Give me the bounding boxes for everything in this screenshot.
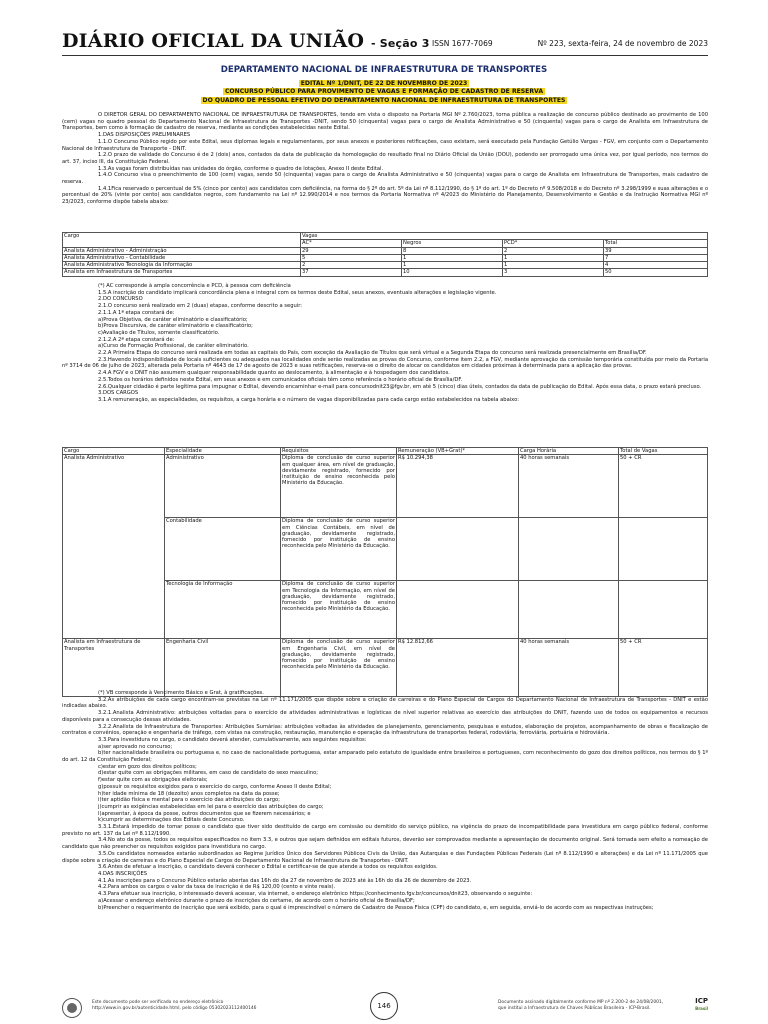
table-cell: Contabilidade [165,518,281,581]
table-cell: Analista em Infraestrutura de Transportes [63,269,301,276]
list-item: l)apresentar, à época da posse, outros documentos que se fizerem necessários; e [98,810,311,817]
table-cell: Administrativo [165,455,281,518]
verification-line-2: http://www.in.gov.br/autenticidade.html, pelo código 05302023112400146 [92,1006,257,1011]
icp-brasil-logo-icon [695,998,708,1012]
paragraph: 3.3.1.Estará impedido de tomar posse o candidato que tiver sido destituído de cargo em comissão ou demitido do serviço público, na vigência do prazo de incompatibilidade para investidura em cargo público federal, conforme previsto no art. 137 da Lei nº 8.112/1990. [62,824,708,837]
paragraph: 4.3.Para efetuar sua inscrição, o interessado deverá acessar, via internet, o endereço eletrônico https://conhecimento.fgv.br/concursos/dnit23, observando o seguinte: [98,891,533,898]
paragraph: 4.1.As inscrições para o Concurso Público estarão abertas das 16h do dia 27 de novembro de 2023 até às 16h do dia 26 de dezembro de 2023. [98,877,472,884]
table-cell: 8 [402,247,503,254]
table-row [63,262,708,269]
paragraph: 2.2.A Primeira Etapa do concurso será realizada em todas as capitais do País, com exceção da Avaliação de Títulos que será virtual e a Segunda Etapa do concurso será realizada presencialmente em Brasília/DF. [98,350,647,357]
page-footer [62,992,708,1022]
table-cell: Analista Administrativo - Administração [63,247,301,254]
body-block-3 [62,690,708,911]
paragraph: 2.1.O concurso será realizado em 2 (duas) etapas, conforme descrito a seguir: [98,303,303,310]
table-cell: 50 [604,269,708,276]
table-cell: Tecnologia de Informação [165,581,281,639]
paragraph: 4.2.Para ambos os cargos o valor da taxa de inscrição é de R$ 120,00 (cento e vinte reais). [98,884,336,891]
paragraph: 1.5.A inscrição do candidato implicará concordância plena e integral com os termos deste Edital, seus anexos, eventuais alterações e legislação vigente. [98,289,497,296]
issue-date: Nº 223, sexta-feira, 24 de novembro de 2023 [537,39,708,48]
table-cell: Analista Administrativo Tecnologia da Informação [63,262,301,269]
paragraph: 3.4.No ato da posse, todos os requisitos especificados no item 3.3, e outros que sejam definidos em editais futuros, deverão ser comprovados mediante a apresentação de documento original. Será tornada sem efeito a nomeação de candidato que não preencher os requisitos exigidos para investidura no cargo. [62,837,708,851]
table-cell: Engenharia Civil [165,639,281,697]
list-item: b)Prova Discursiva, de caráter eliminatório e classificatório; [98,323,253,330]
table-cell: Analista Administrativo - Contabilidade [63,254,301,261]
table-cell: 1 [402,254,503,261]
table-cell: 50 + CR [619,639,708,697]
paragraph: 3.6.Antes de efetuar a inscrição, o candidato deverá conhecer o Edital e certificar-se de que atende a todos os requisitos exigidos. [98,864,438,871]
body-block-2 [62,283,708,404]
paragraph: 3.1.A remuneração, as especialidades, os requisitos, a carga horária e o número de vagas disponibilizadas para cada cargo estão estabelecidos na tabela abaixo: [98,396,520,403]
icp-logo-subtext: Brasil [695,1006,708,1011]
table-header-cell: Especialidade [165,448,281,455]
section-heading: 1.DAS DISPOSIÇÕES PRELIMINARES [98,132,191,139]
table-cell: Diploma de conclusão de curso superior em Ciências Contábeis, em nível de graduação, devidamente registrado, fornecido por instituição de ensino reconhecida pelo Ministério da Educação. [281,518,397,581]
page-header [62,28,708,54]
list-item: k)cumprir as determinações dos Editais deste Concurso. [98,817,245,824]
signature-line-1: Documento assinado digitalmente conforme MP nº 2.200-2 de 24/08/2001, [498,1000,664,1005]
edital-line-1: EDITAL Nº 1/DNIT, DE 22 DE NOVEMBRO DE 2023 [300,80,468,87]
table-header-row [63,448,708,455]
body-block-1 [62,112,708,206]
table-cell: 7 [604,254,708,261]
table-cell: Diploma de conclusão de curso superior em Tecnologia da Informação, em nível de graduação, devidamente registrado, fornecido por instituição de ensino reconhecida pelo Ministério da Educação. [281,581,397,639]
paragraph: 2.6.Qualquer cidadão é parte legítima para impugnar o Edital, devendo encaminhar e-mail para concursodnit23@fgv.br, em até 5 (cinco) dias úteis, contados da data de publicação do Edital. Após essa data, o prazo estará precluso. [98,383,702,390]
table-header-cell: Requisitos [281,448,397,455]
publication-title [62,30,430,52]
table-header-cell: AC* [301,240,402,247]
table-cell: 2 [503,247,604,254]
table-row [63,455,708,518]
table-cell: 1 [503,262,604,269]
page-number: 146 [370,992,398,1020]
table-cell: 1 [503,254,604,261]
header-rule [62,55,708,56]
table-cell [397,581,519,639]
paragraph: 3.2.2.Analista de Infraestrutura de Transportes: Atribuições Sumárias: atribuições voltadas às atividades de planejamento, gerenciamento, pesquisas e estudos, elaboração de projetos, acompanhamento de obras e fiscalização de contratos e convênios, operação e engenharia de tráfego, com vistas na construção, restauração, manutenção e operação da infraestrutura de transportes federal, rodoviária, ferroviária, portuária e hidroviária. [62,723,708,737]
table-header-cell: Carga Horária [519,448,619,455]
section-heading: 2.DO CONCURSO [98,296,143,303]
table-header-cell: Vagas [301,233,708,240]
paragraph: 3.3.Para investidura no cargo, o candidato deverá atender, cumulativamente, aos seguintes requisitos: [98,736,367,743]
table-cell: 3 [503,269,604,276]
list-item: f)estar quite com as obrigações eleitorais; [98,777,208,784]
table-header-cell: Negros [402,240,503,247]
table-cell [519,581,619,639]
table-cell [519,518,619,581]
table-cell: R$ 10.294,38 [397,455,519,518]
table-header-cell: Total [604,240,708,247]
paragraph: 3.5.Os candidatos nomeados estarão subordinados ao Regime Jurídico Único dos Servidores Públicos Civis da União, das Autarquias e das Fundações Públicas Federais (Lei nº 8.112/1990 e alterações) e da Lei nº 11.171/2005 que dispõe sobre a criação de carreiras e do Plano Especial de Cargos do Departamento Nacional de Infraestrutura de Transportes - DNIT. [62,850,708,864]
table-cell: 50 + CR [619,455,708,518]
table-header-cell: Cargo [63,233,301,248]
footnote: (*) VB corresponde à Vencimento Básico e Grat, à gratificações. [98,690,264,696]
icp-logo-text: ICP [695,997,708,1005]
paragraph: 1.4.1Fica reservado o percentual de 5% (cinco por cento) aos candidatos com deficiência, na forma do § 2º do art. 5º da Lei nº 8.112/1990, do § 1º do art. 1º do Decreto nº 9.508/2018 e do Decreto nº 3.298/1999 e suas alterações e o percentual de 20% (vinte por cento) aos candidatos negros, com fundamento na Lei nº 12.990/2014 e nos termos da Portaria Normativa nº 4/2023 do Ministério do Planejamento, Desenvolvimento e Gestão e da Instrução Normativa MGI nº 23/2023, conforme dispõe tabela abaixo: [62,185,708,206]
paragraph: 3.2.As atribuições de cada cargo encontram-se previstas na Lei nº 11.171/2005 que dispõe sobre a criação de carreiras e do Plano Especial de Cargos do Departamento Nacional de Infraestrutura de Transportes - DNIT e estão indicadas abaixo. [62,696,708,710]
table-cell [619,518,708,581]
paragraph: O DIRETOR GERAL DO DEPARTAMENTO NACIONAL DE INFRAESTRUTURA DE TRANSPORTES, tendo em vista o disposto na Portaria MGI Nº 2.760/2023, torna pública a realização de concurso público destinado ao provimento de 100 (cem) vagas no quadro pessoal do Departamento Nacional de Infraestrutura de Transportes -DNIT, sendo 50 (cinquenta) vagas para o cargo de Analista Administrativo e 50 (cinquenta) vagas para o cargo de Analista em Infraestrutura de Transportes, bem como à formação de cadastro de reserva, mediante as condições estabelecidas neste Edital. [62,112,708,132]
table-row [63,269,708,276]
list-item: a)Curso de Formação Profissional, de caráter eliminatório. [98,343,249,350]
vacancy-distribution-table [62,232,708,277]
table-header-cell: PCD* [503,240,604,247]
table-cell: 40 horas semanais [519,455,619,518]
list-item: a)Acessar o endereço eletrônico durante o prazo de inscrições do certame, de acordo com o horário oficial de Brasília/DF; [98,897,415,904]
list-item: b)Preencher o requerimento de inscrição que será exibido, para o qual é imprescindível o número de Cadastro de Pessoa Física (CPF) do candidato, e, em seguida, enviá-lo de acordo com as respectivas instruções; [98,904,654,911]
paragraph: 1.2.O prazo de validade do Concurso é de 2 (dois) anos, contados da data de publicação da homologação do resultado final no Diário Oficial da União (DOU), podendo ser prorrogado uma única vez, por igual período, nos termos do art. 37, inciso III, da Constituição Federal. [62,152,708,165]
table-cell: Analista Administrativo [63,455,165,639]
table-cell: 37 [301,269,402,276]
footnote: (*) AC corresponde à ampla concorrência e PCD, à pessoa com deficiência [98,283,291,289]
table-cell: Analista em Infraestrutura de Transportes [63,639,165,697]
table-cell: Diploma de conclusão de curso superior em Engenharia Civil, em nível de graduação, devidamente registrado, fornecido por instituição de ensino reconhecida pelo Ministério da Educação. [281,639,397,697]
signature-note [498,1000,663,1012]
edital-line-3: DO QUADRO DE PESSOAL EFETIVO DO DEPARTAMENTO NACIONAL DE INFRAESTRUTURA DE TRANSPORTES [202,97,566,104]
table-header-cell: Cargo [63,448,165,455]
paragraph: 3.2.1.Analista Administrativo: atribuições voltadas para o exercício de atividades administrativas e logísticas de nível superior relativas ao exercício das atribuições do DNIT, fazendo uso de todos os equipamentos e recursos disponíveis para a consecução dessas atividades. [62,710,708,723]
paragraph: 2.3.Havendo indisponibilidade de locais suficientes ou adequados nas localidades onde serão realizadas as provas do Concurso, conforme item 2.2, a FGV, mediante aprovação da comissão temporária constituída por meio da Portaria nº 3714 de 06 de julho de 2023, alterada pela Portaria nº 4643 de 17 de agosto de 2023 e suas retificações, reserva-se o direito de alocar os candidatos em cidades próximas à determinada para a aplicação das provas. [62,356,708,370]
paragraph: 2.4.A FGV e o DNIT não assumem qualquer responsabilidade quanto ao deslocamento, à alimentação e à hospedagem dos candidatos. [98,370,450,377]
edital-subtitle-2 [0,97,768,104]
table-cell: 29 [301,247,402,254]
section-label: - Seção 3 [370,37,430,50]
section-heading: 4.DAS INSCRIÇÕES [98,870,148,877]
paragraph: 1.3.As vagas foram distribuídas nas unidades do órgão, conforme o quadro de lotações, Anexo II deste Edital. [98,165,384,172]
list-item: h)ter idade mínima de 18 (dezoito) anos completos na data da posse; [98,790,280,797]
table-header-row [63,233,708,240]
table-header-cell: Remuneração (VB+Grat)* [397,448,519,455]
paragraph: 2.1.2.A 2ª etapa constará de: [98,336,175,343]
verification-note [92,1000,256,1012]
issn: ISSN 1677-7069 [432,39,493,48]
publication-name: DIÁRIO OFICIAL DA UNIÃO [62,30,365,52]
list-item: b)ter nacionalidade brasileira ou portuguesa e, no caso de nacionalidade portuguesa, estar amparado pelo estatuto de igualdade entre brasileiros e portugueses, com reconhecimento do gozo dos direitos políticos, nos termos do § 1º do art. 12 da Constituição Federal; [62,750,708,764]
table-row [63,247,708,254]
edital-line-2: CONCURSO PÚBLICO PARA PROVIMENTO DE VAGAS E FORMAÇÃO DE CADASTRO DE RESERVA [224,88,544,95]
positions-table [62,447,708,697]
table-cell: 1 [402,262,503,269]
list-item: j)cumprir as exigências estabelecidas em lei para o exercício das atribuições do cargo; [98,803,324,810]
list-item: c)estar em gozo dos direitos políticos; [98,763,197,770]
list-item: g)possuir os requisitos exigidos para o exercício do cargo, conforme Anexo II deste Edital; [98,783,332,790]
table-header-cell: Total de Vagas [619,448,708,455]
signature-line-2: que institui a Infraestrutura de Chaves Públicas Brasileira - ICP-Brasil. [498,1006,651,1011]
verification-line-1: Este documento pode ser verificado no endereço eletrônico [92,1000,224,1005]
paragraph: 2.5.Todos os horários definidos neste Edital, em seus anexos e em comunicados oficiais têm como referência o horário oficial de Brasília/DF. [98,376,463,383]
table-cell: 2 [301,262,402,269]
table-cell: 40 horas semanais [519,639,619,697]
department-title: DEPARTAMENTO NACIONAL DE INFRAESTRUTURA DE TRANSPORTES [220,65,548,75]
table-cell: 5 [301,254,402,261]
table-cell [397,518,519,581]
coat-of-arms-icon [62,998,82,1018]
list-item: c)Avaliação de Títulos, somente classificatório. [98,329,220,336]
table-cell: R$ 12.812,66 [397,639,519,697]
table-cell: Diploma de conclusão de curso superior em qualquer área, em nível de graduação, devidamente registrado, fornecido por instituição de ensino reconhecida pelo Ministério da Educação. [281,455,397,518]
paragraph: 1.4.O Concurso visa o preenchimento de 100 (cem) vagas, sendo 50 (cinquenta) vagas para o cargo de Analista Administrativo e 50 (cinquenta) vagas para o cargo de Analista em Infraestrutura de Transportes, mais cadastro de reserva. [62,172,708,186]
section-heading: 3.DOS CARGOS [98,390,139,397]
paragraph: 1.1.O Concurso Público regido por este Edital, seus diplomas legais e regulamentares, por seus anexos e posteriores retificações, caso existam, será executado pela Fundação Getúlio Vargas - FGV, em conjunto com o Departamento Nacional de Infraestrutura de Transporte - DNIT. [62,138,708,152]
edital-subtitle-1 [0,88,768,95]
table-cell: 39 [604,247,708,254]
table-cell: 4 [604,262,708,269]
edital-number [0,80,768,87]
paragraph: 2.1.1.A 1ª etapa constará de: [98,309,175,316]
table-cell [619,581,708,639]
list-item: a)ser aprovado no concurso; [98,743,173,750]
list-item: d)estar quite com as obrigações militares, em caso de candidato do sexo masculino; [98,770,319,777]
list-item: i)ter aptidão física e mental para o exercício das atribuições do cargo; [98,797,280,804]
table-row [63,254,708,261]
list-item: a)Prova Objetiva, de caráter eliminatório e classificatório; [98,316,248,323]
table-row [63,639,708,697]
table-cell: 10 [402,269,503,276]
